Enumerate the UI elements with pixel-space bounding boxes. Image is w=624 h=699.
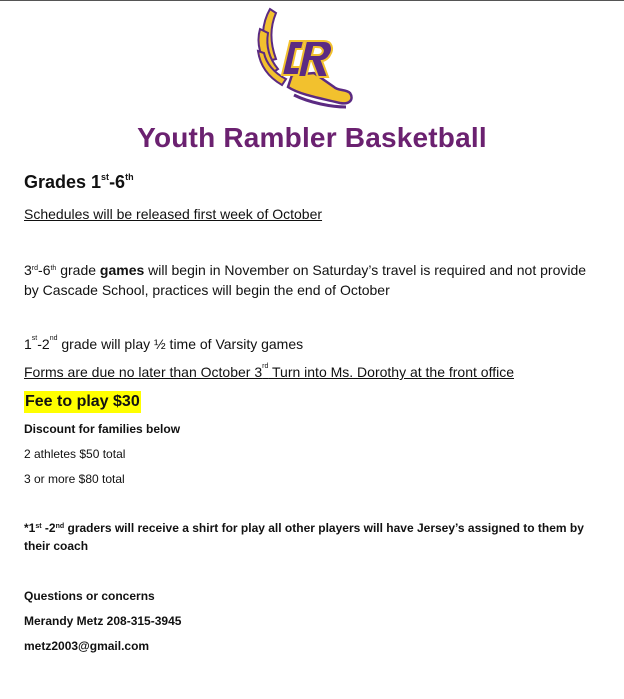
note-sup-nd: nd	[55, 523, 65, 530]
forms-text2: Turn into Ms. Dorothy at the front office	[268, 364, 514, 380]
games-text2: will begin in November on Saturday’s travel is required and not provide by Cascade School, practices will begin the end of October	[24, 262, 587, 298]
games-bold: games	[99, 262, 145, 278]
lower-text: grade will play ½ time of Varsity games	[57, 336, 304, 352]
fee-highlight: Fee to play $30	[24, 391, 141, 413]
games-mid: -6	[38, 262, 51, 278]
contact-email: metz2003@gmail.com	[24, 639, 150, 653]
games-text1: grade	[56, 262, 100, 278]
grades-mid: -6	[109, 172, 126, 192]
lower-mid: -2	[37, 336, 50, 352]
forms-text1: Forms are due no later than October 3	[24, 364, 263, 380]
discount-heading: Discount for families below	[24, 422, 181, 436]
school-logo	[254, 3, 358, 111]
note-mid: -2	[41, 521, 56, 535]
forms-sup-rd: rd	[262, 363, 269, 370]
discount-item: 2 athletes $50 total	[24, 447, 126, 461]
lower-grades-line	[24, 336, 303, 352]
games-sup-rd: rd	[31, 265, 39, 272]
contact-heading: Questions or concerns	[24, 589, 155, 603]
lower-n1: 1	[24, 336, 32, 352]
grades-prefix: Grades 1	[24, 172, 102, 192]
games-n1: 3	[24, 262, 32, 278]
note-sup-st: st	[35, 523, 42, 530]
lower-sup-nd: nd	[49, 335, 58, 342]
page-title: Youth Rambler Basketball	[137, 122, 487, 153]
shirt-jersey-note	[24, 519, 584, 555]
lower-sup-st: st	[31, 335, 38, 342]
forms-due-line	[24, 364, 514, 380]
note-text: graders will receive a shirt for play all other players will have Jersey’s assigned to them by their coach	[24, 521, 584, 553]
grades-sup-th: th	[125, 172, 134, 182]
note-star: *1	[24, 521, 36, 535]
discount-item: 3 or more $80 total	[24, 472, 125, 486]
contact-name-phone: Merandy Metz 208-315-3945	[24, 614, 182, 628]
games-sup-th: th	[50, 265, 57, 272]
games-paragraph	[24, 260, 604, 300]
grades-sup-st: st	[101, 172, 110, 182]
winged-foot-cr-logo-icon	[254, 3, 358, 111]
grades-heading	[24, 172, 134, 193]
schedule-release-line: Schedules will be released first week of October	[24, 206, 323, 222]
